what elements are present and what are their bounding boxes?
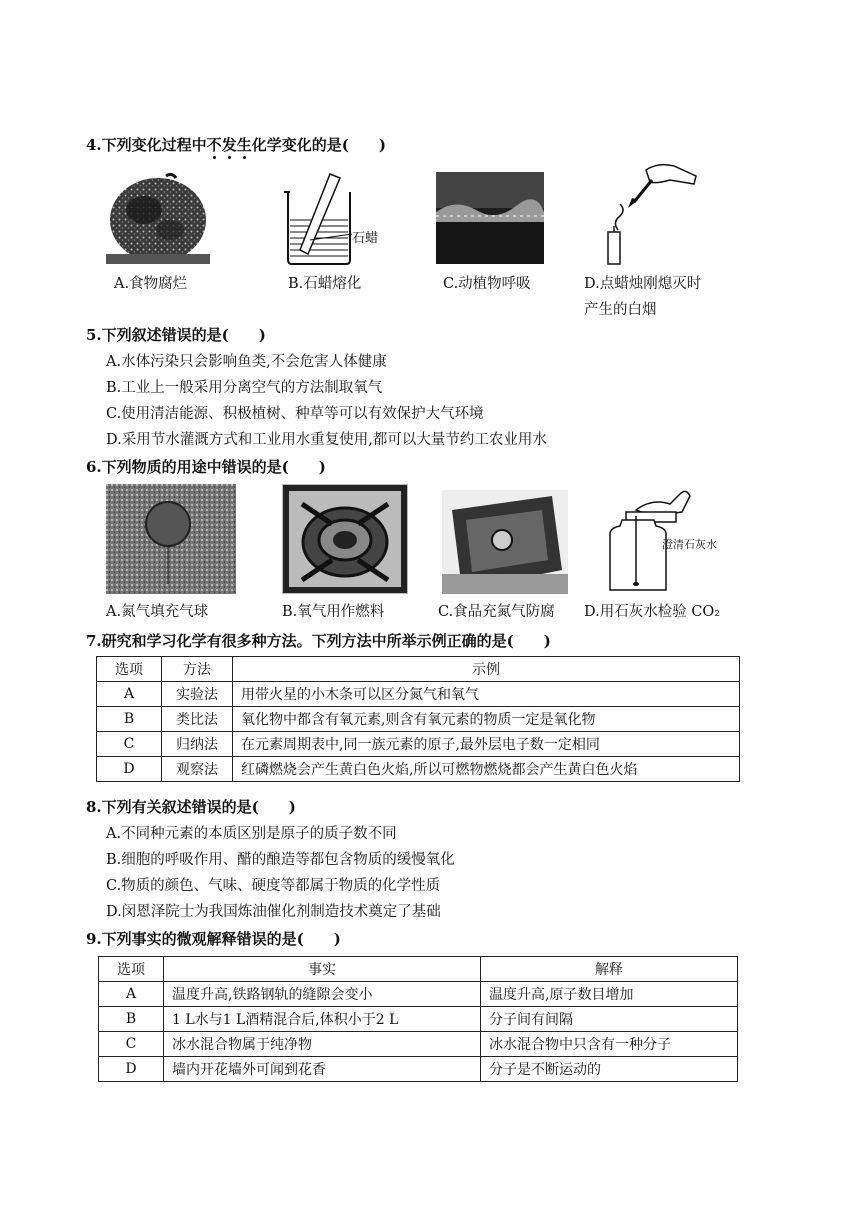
q4-option-d: D.点蜡烛刚熄灭时	[584, 276, 702, 292]
q4-option-c: C.动植物呼吸	[443, 276, 531, 292]
nitrogen-balloon-image	[106, 484, 236, 594]
q9-cell: 分子间有间隔	[481, 1007, 738, 1032]
q9-cell: 墙内开花墙外可闻到花香	[164, 1057, 481, 1082]
q7-header-option: 选项	[97, 657, 162, 682]
q7-cell: A	[97, 682, 162, 707]
q7-cell: 红磷燃烧会产生黄白色火焰,所以可燃物燃烧都会产生黄白色火焰	[233, 757, 740, 782]
q9-header-fact: 事实	[164, 957, 481, 982]
q8-option-c: C.物质的颜色、气味、硬度等都属于物质的化学性质	[106, 878, 441, 894]
q8-option-a: A.不同种元素的本质区别是原子的质子数不同	[106, 826, 397, 842]
limewater-label: 澄清石灰水	[662, 538, 717, 551]
q9-table	[98, 956, 738, 1082]
table-row	[99, 982, 738, 1007]
q9-cell: 1 L水与1 L酒精混合后,体积小于2 L	[164, 1007, 481, 1032]
q8-option-d: D.闵恩泽院士为我国炼油催化剂制造技术奠定了基础	[106, 904, 441, 920]
q7-header-example: 示例	[233, 657, 740, 682]
table-row	[99, 1057, 738, 1082]
table-row	[99, 1007, 738, 1032]
q9-stem: 9.下列事实的微观解释错误的是( )	[86, 930, 341, 948]
candle-smoke-image	[598, 160, 702, 266]
q9-cell: A	[99, 982, 164, 1007]
q8-stem: 8.下列有关叙述错误的是( )	[86, 798, 296, 816]
q9-header-option: 选项	[99, 957, 164, 982]
q9-table-header	[99, 957, 738, 982]
q7-table	[96, 656, 740, 782]
q9-cell: 分子是不断运动的	[481, 1057, 738, 1082]
q7-cell: 用带火星的小木条可以区分氮气和氧气	[233, 682, 740, 707]
q5-option-d: D.采用节水灌溉方式和工业用水重复使用,都可以大量节约工农业用水	[106, 432, 547, 448]
q8-option-b: B.细胞的呼吸作用、醋的酿造等都包含物质的缓慢氧化	[106, 852, 455, 868]
q9-cell: 温度升高,铁路钢轨的缝隙会变小	[164, 982, 481, 1007]
table-row	[97, 707, 740, 732]
q7-cell: 在元素周期表中,同一族元素的原子,最外层电子数一定相同	[233, 732, 740, 757]
q4-stem: 4.下列变化过程中不发生化学变化的是( )	[86, 136, 386, 154]
q9-cell: D	[99, 1057, 164, 1082]
table-row	[97, 732, 740, 757]
q4-stem-emphasis	[207, 136, 252, 154]
limewater-bottle-image	[596, 486, 746, 596]
q9-cell: 温度升高,原子数目增加	[481, 982, 738, 1007]
q9-header-explanation: 解释	[481, 957, 738, 982]
table-row	[97, 757, 740, 782]
table-row	[99, 1032, 738, 1057]
emphasis-char: 不	[206, 136, 222, 154]
q7-cell: 观察法	[162, 757, 233, 782]
emphasis-char: 发	[221, 136, 237, 154]
table-row	[97, 682, 740, 707]
breathing-organisms-image	[436, 172, 544, 264]
q6-stem: 6.下列物质的用途中错误的是( )	[86, 458, 326, 476]
q7-cell: C	[97, 732, 162, 757]
q6-option-d: D.用石灰水检验 CO₂	[584, 604, 721, 620]
food-nitrogen-bag-image	[442, 490, 568, 594]
q7-table-header	[97, 657, 740, 682]
q7-cell: 归纳法	[162, 732, 233, 757]
emphasis-char: 生	[236, 136, 252, 154]
q7-cell: 氧化物中都含有氧元素,则含有氧元素的物质一定是氧化物	[233, 707, 740, 732]
q7-cell: 类比法	[162, 707, 233, 732]
rotten-food-image	[106, 170, 210, 264]
q7-cell: 实验法	[162, 682, 233, 707]
q7-cell: B	[97, 707, 162, 732]
q5-option-a: A.水体污染只会影响鱼类,不会危害人体健康	[106, 354, 387, 370]
gas-stove-image	[282, 484, 408, 594]
q9-cell: B	[99, 1007, 164, 1032]
paraffin-label: 石蜡	[352, 231, 379, 246]
q7-header-method: 方法	[162, 657, 233, 682]
q4-option-b: B.石蜡熔化	[288, 276, 362, 292]
q6-option-c: C.食品充氮气防腐	[438, 604, 555, 620]
q4-option-a: A.食物腐烂	[114, 276, 188, 292]
q4-option-d-line2: 产生的白烟	[584, 302, 657, 318]
q9-cell: 冰水混合物中只含有一种分子	[481, 1032, 738, 1057]
q9-cell: 冰水混合物属于纯净物	[164, 1032, 481, 1057]
q6-option-b: B.氧气用作燃料	[282, 604, 385, 620]
q9-cell: C	[99, 1032, 164, 1057]
q6-option-a: A.氮气填充气球	[106, 604, 209, 620]
q5-stem: 5.下列叙述错误的是( )	[86, 326, 266, 344]
q7-stem: 7.研究和学习化学有很多种方法。下列方法中所举示例正确的是( )	[86, 632, 551, 650]
paraffin-beaker-image	[278, 170, 388, 266]
q5-option-c: C.使用清洁能源、积极植树、种草等可以有效保护大气环境	[106, 406, 484, 422]
q5-option-b: B.工业上一般采用分离空气的方法制取氧气	[106, 380, 383, 396]
q7-cell: D	[97, 757, 162, 782]
